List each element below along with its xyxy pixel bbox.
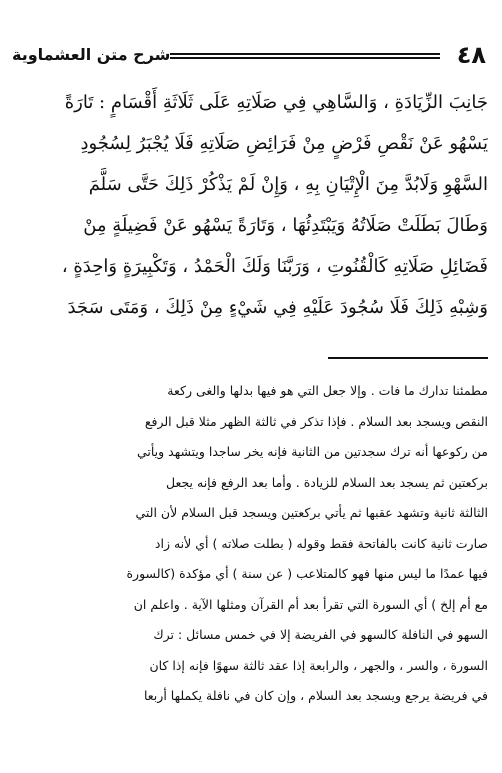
header-rule xyxy=(170,53,440,59)
main-text-line: السَّهْوِ وَلَابُدَّ مِنَ الْإِتْيَانِ بِهِ ، وَإِنْ لَمْ يَذْكُرْ ذَلِكَ حَتَّى سَلَّمَ xyxy=(88,174,488,195)
main-text xyxy=(12,82,488,328)
main-text-line: وَشِبْهِ ذَلِكَ فَلَا سُجُودَ عَلَيْهِ فِي شَيْءٍ مِنْ ذَلِكَ ، وَمَتَى سَجَدَ xyxy=(67,297,488,318)
page-header xyxy=(8,40,492,70)
commentary-line: النقص ويسجد بعد السلام . فإذا تذكر في ثالثة الظهر مثلا قبل الرفع xyxy=(144,413,488,429)
commentary-line: السهو في النافلة كالسهو في الفريضة إلا في خمس مسائل : ترك xyxy=(153,627,488,642)
main-text-line: جَانِبَ الزِّيَادَةِ ، وَالسَّاهِي فِي صَلَاتِهِ عَلَى ثَلَاثَةِ أَقْسَامٍ : تَارَةً xyxy=(64,92,488,113)
main-text-line: يَسْهُو عَنْ نَقْصِ فَرْضٍ مِنْ فَرَائِضِ صَلَاتِهِ فَلَا يُجْبَرُ لِسُجُودِ xyxy=(80,133,488,154)
commentary-line: مع أم إلخ ) أي السورة التي تقرأ بعد أم القرآن ومثلها الآية . واعلم ان xyxy=(133,596,488,612)
commentary-line: صارت ثانية كانت بالفاتحة فقط وقوله ( بطلت صلاته ) أي لأنه زاد xyxy=(154,535,488,551)
main-text-line: وَطَالَ بَطَلَتْ صَلَاتُهُ وَيَبْتَدِئُهَا ، وَتَارَةً يَسْهُو عَنْ فَضِيلَةٍ مِنْ xyxy=(83,215,488,236)
commentary-line: فيها عمدًا ما ليس منها فهو كالمتلاعب ( عن سنة ) أي مؤكدة (كالسورة xyxy=(126,566,488,581)
commentary-line: الثالثة ثانية وتشهد عقبها ثم يأتي بركعتين ويسجد قبل السلام لأن التي xyxy=(135,505,488,520)
commentary-line: السورة ، والسر ، والجهر ، والرابعة إذا عقد ثالثة سهوًا فإنه إذا كان xyxy=(149,657,488,673)
commentary-line: مطمئنا تدارك ما فات . وإلا جعل التي هو فيها بدلها والغى ركعة xyxy=(167,383,488,398)
book-title: شرح متن العشماوية xyxy=(12,45,171,64)
commentary-line: بركعتين ثم يسجد بعد السلام للزيادة . وأما بعد الرفع فإنه يجعل xyxy=(165,474,488,490)
footnote-separator xyxy=(328,357,488,359)
commentary-text xyxy=(12,376,488,712)
page-number: ٤٨ xyxy=(456,41,486,69)
commentary-line: في فريضة يرجع ويسجد بعد السلام ، وإن كان في نافلة يكملها أربعا xyxy=(143,688,488,703)
commentary-line: من ركوعها أنه ترك سجدتين من الثانية فإنه يخر ساجدا ويتشهد ويأتي xyxy=(136,444,488,459)
main-text-line: فَضَائِلِ صَلَاتِهِ كَالْقُنُوتِ ، وَرَبَّنَا وَلَكَ الْحَمْدُ ، وَتَكْبِيرَةٍ وَاحِدَةٍ ، xyxy=(61,256,488,277)
